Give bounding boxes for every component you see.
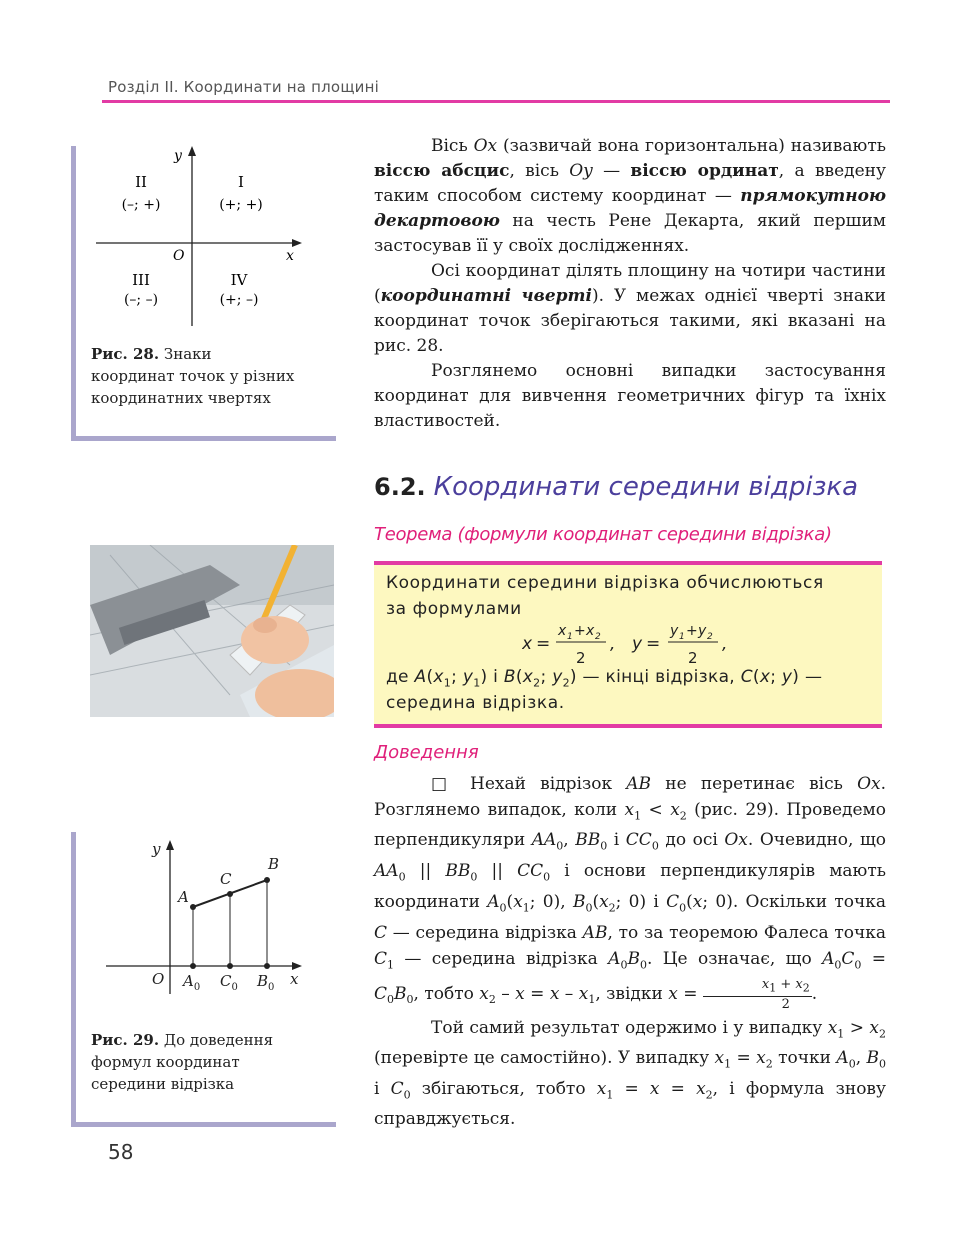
svg-text:x: x	[586, 623, 595, 639]
fig29-axis-x: x	[290, 970, 299, 988]
svg-text:x: x	[558, 623, 567, 639]
fig28-q4-signs: (+; –)	[219, 292, 259, 308]
section-title	[374, 472, 858, 502]
figure-29-diagram	[86, 832, 326, 1002]
page-number: 58	[108, 1140, 134, 1164]
intro-paragraph-1: Вісь Ox (зазвичай вона горизонтальна) називають віссю абсцис, вісь Oy — віссю ординат, а введену таким способом систему координат — прямокутною декартовою на честь Рене Декарта, який першим застосував її у своїх дослідженнях.	[374, 136, 887, 256]
fig28-origin: O	[173, 248, 185, 264]
theorem-line-5: середина відрізка.	[386, 693, 565, 713]
theorem-line-2: за формулами	[386, 599, 522, 619]
fig28-caption-label: Рис. 28.	[91, 345, 160, 363]
header-rule	[102, 100, 890, 103]
fig29-point-c0: $C_0$	[220, 972, 238, 993]
fig29-point-a0: $A_0$	[183, 972, 201, 993]
theorem-line-1: Координати середини відрізка обчислюються	[386, 573, 824, 593]
theorem-formulas	[522, 621, 762, 667]
drafting-photo	[90, 545, 334, 717]
svg-text:=: =	[536, 634, 551, 654]
theorem-heading: Теорема (формули координат середини відрізка)	[374, 524, 832, 545]
fig29-point-b: B	[268, 855, 280, 873]
fig28-q3-signs: (–; –)	[123, 292, 159, 308]
fig28-q2-signs: (–; +)	[121, 197, 161, 213]
intro-paragraph-2: Осі координат ділять площину на чотири частини (координатні чверті). У межах однієї чверті знаки координат точок зберігаються такими, які вказані на рис. 28.	[374, 261, 886, 356]
fig28-q4-label: IV	[230, 271, 248, 289]
fig29-caption-label: Рис. 29.	[91, 1031, 160, 1049]
fig29-caption-text: До доведення формул координат середини відрізка	[91, 1031, 274, 1093]
svg-text:=: =	[646, 634, 661, 654]
svg-text:+: +	[686, 623, 698, 639]
running-header: Розділ ІІ. Координати на площині	[108, 78, 379, 96]
svg-text:y: y	[670, 623, 679, 639]
fig29-point-b0: $B_0$	[257, 972, 275, 993]
svg-text:,: ,	[722, 634, 728, 654]
figure-28-caption	[91, 343, 296, 409]
svg-text:x: x	[522, 634, 533, 654]
proof-paragraph: □ Нехай відрізок AB не перетинає вісь Ox. Розглянемо випадок, коли $x_1 < x_2$ (рис. 29). Проведемо перпендикуляри $AA_0$, $BB_0$ і $CC_0$ до осі Ox. Очевидно, що $AA_0$ || $BB_0$ || $CC_0$ і основи перпендикулярів мають координати $A_0(x_1$; 0), $B_0(x_2$; 0) і $C_0(x$; 0). Оскільки точка C — середина відрізка AB, то за теоремою Фалеса точка $C_1$ — середина відрізка $A_0B_0$. Це означає, що $A_0C_0 = C_0B_0$, тобто $x_2 - x = x - x_1$, звідки x = $\frac{x_1 + x_2}{2}$ .	[374, 774, 887, 1013]
fig29-point-a: A	[178, 888, 189, 906]
after-paragraph: Той самий результат одержимо і у випадку $x_1 > x_2$ (перевірте це самостійно). У випадку $x_1 = x_2$ точки $A_0$, $B_0$ і $C_0$ збігаються, тобто $x_1 = x = x_2$, і формула знову справджується.	[374, 1018, 886, 1130]
fig28-q2-label: II	[135, 173, 147, 191]
figure-29-caption	[91, 1029, 296, 1095]
fig28-axis-x: x	[286, 248, 294, 264]
fig28-axis-y: y	[174, 148, 182, 164]
svg-text:y: y	[698, 623, 707, 639]
section-title-text: Координати середини відрізка	[433, 472, 859, 502]
section-number: 6.2.	[374, 473, 426, 501]
figure-29-panel	[71, 832, 336, 1127]
fig28-q3-label: III	[132, 271, 150, 289]
midpoint-formulas	[522, 621, 762, 667]
intro-text	[374, 134, 886, 434]
theorem-box	[374, 561, 882, 728]
svg-text:+: +	[574, 623, 586, 639]
fig28-q1-label: I	[238, 173, 244, 191]
figure-28-panel	[71, 146, 336, 441]
fig28-caption-text: Знаки координат точок у різних координатних чвертях	[91, 345, 295, 407]
figure-28-diagram	[86, 146, 326, 336]
svg-text:2: 2	[707, 632, 713, 642]
svg-text:,: ,	[610, 634, 616, 654]
intro-paragraph-3: Розглянемо основні випадки застосування координат для вивчення геометричних фігур та їхніх властивостей.	[374, 361, 886, 431]
after-text	[374, 1016, 886, 1132]
fig28-q1-signs: (+; +)	[219, 197, 263, 213]
proof-text	[374, 772, 886, 1013]
fig29-point-c: C	[220, 870, 232, 888]
svg-text:2: 2	[688, 649, 698, 667]
svg-text:2: 2	[595, 632, 601, 642]
fig29-origin: O	[152, 970, 165, 988]
svg-text:2: 2	[576, 649, 586, 667]
proof-heading: Доведення	[374, 742, 479, 763]
svg-text:1: 1	[679, 632, 685, 642]
svg-text:y: y	[632, 634, 643, 654]
fig29-axis-y: y	[152, 840, 161, 858]
theorem-line-4: де $A(x_1$; $y_1$) і $B(x_2$; $y_2$) — кінці відрізка, C(x; y) —	[386, 667, 823, 690]
svg-text:1: 1	[567, 632, 573, 642]
